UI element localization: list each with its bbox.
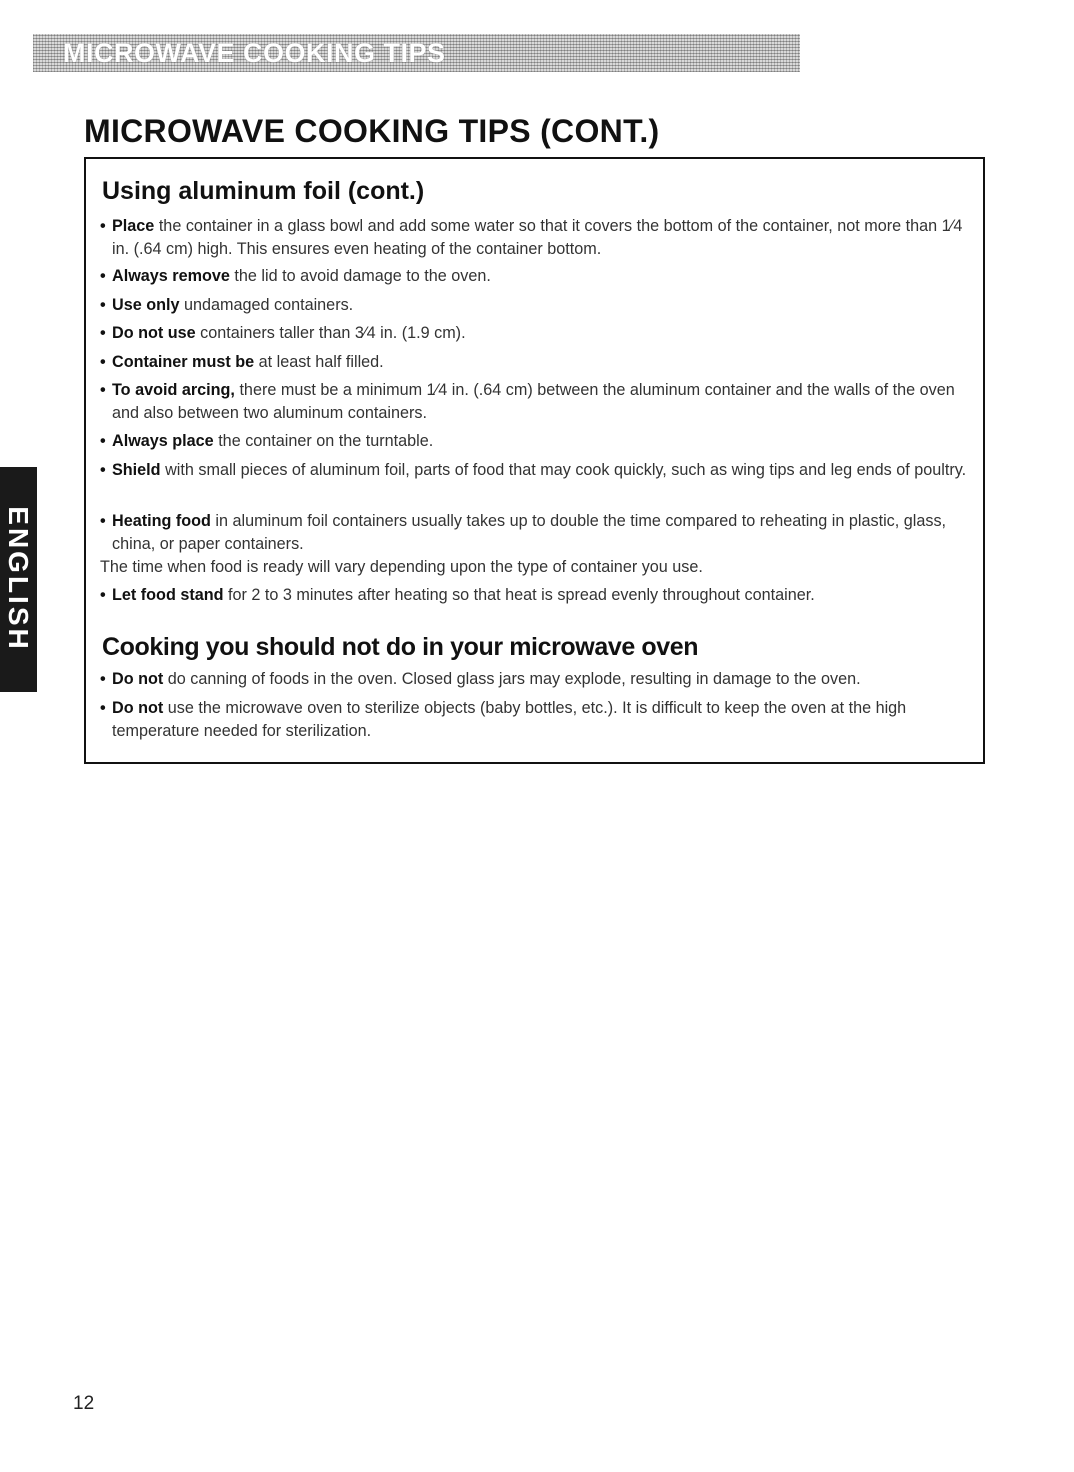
tip-lead: Place [112,217,155,235]
page-title: MICROWAVE COOKING TIPS (CONT.) [84,113,660,149]
tip-lead: Container must be [112,353,255,371]
list-item [100,294,980,317]
list-item [100,668,980,691]
tip-lead: To avoid arcing, [112,381,235,399]
tip-text: use the microwave oven to sterilize objects (baby bottles, etc.). It is difficult to keep the oven at the high temperature needed for sterilization. [112,699,907,740]
tip-text: in aluminum foil containers usually takes up to double the time compared to reheating in plastic, glass, china, or paper containers. [112,512,947,553]
tip-text: at least half filled. [258,353,384,371]
bullet: • [100,586,106,604]
list-item [100,322,980,345]
bullet: • [100,512,106,530]
content-box [84,157,985,764]
tip-text: undamaged containers. [183,296,354,314]
tip-text: with small pieces of aluminum foil, parts of food that may cook quickly, such as wing tips and leg ends of poultry. [165,461,967,479]
bullet: • [100,267,106,285]
bullet: • [100,699,106,717]
list-item [100,379,980,425]
section-banner [33,34,800,72]
bullet: • [100,296,106,314]
list-item [100,351,980,374]
section-heading-aluminum-foil: Using aluminum foil (cont.) [102,177,425,205]
tip-lead: Shield [112,461,161,479]
tip-lead: Do not use [112,324,196,342]
language-side-tab-text: ENGLISH [3,506,34,652]
tip-text: do canning of foods in the oven. Closed glass jars may explode, resulting in damage to the oven. [167,670,861,688]
section-banner-text: MICROWAVE COOKING TIPS [63,38,446,68]
tip-extra-text: The time when food is ready will vary depending upon the type of container you use. [100,558,703,576]
bullet: • [100,324,106,342]
tip-lead: Heating food [112,512,211,530]
bullet: • [100,461,106,479]
list-item [100,584,980,607]
list-item [100,265,980,288]
bullet: • [100,353,106,371]
bullet: • [100,381,106,399]
page-number: 12 [73,1393,95,1414]
tip-lead: Always remove [112,267,230,285]
tip-lead: Do not [112,699,164,717]
bullet: • [100,670,106,688]
tip-text: there must be a minimum 1⁄4 in. (.64 cm) between the aluminum container and the walls of the oven and also between two aluminum containers. [112,381,955,422]
tip-text: for 2 to 3 minutes after heating so that heat is spread evenly throughout container. [228,586,815,604]
tip-lead: Use only [112,296,180,314]
list-item [100,510,980,579]
bullet: • [100,217,106,235]
list-item [100,697,980,743]
tip-text: the container in a glass bowl and add some water so that it covers the bottom of the container, not more than 1⁄4 in. (.64 cm) high. This ensures even heating of the container bottom. [112,217,963,258]
tip-text: the container on the turntable. [218,432,434,450]
tip-text: the lid to avoid damage to the oven. [234,267,491,285]
list-item [100,215,980,261]
tip-text: containers taller than 3⁄4 in. (1.9 cm). [200,324,466,342]
tip-lead: Always place [112,432,214,450]
tip-lead: Do not [112,670,164,688]
tip-lead: Let food stand [112,586,224,604]
list-item [100,430,980,453]
section-heading-cooking-not-to-do: Cooking you should not do in your microwave oven [102,633,699,661]
bullet: • [100,432,106,450]
language-side-tab [0,467,37,692]
list-item [100,459,980,482]
